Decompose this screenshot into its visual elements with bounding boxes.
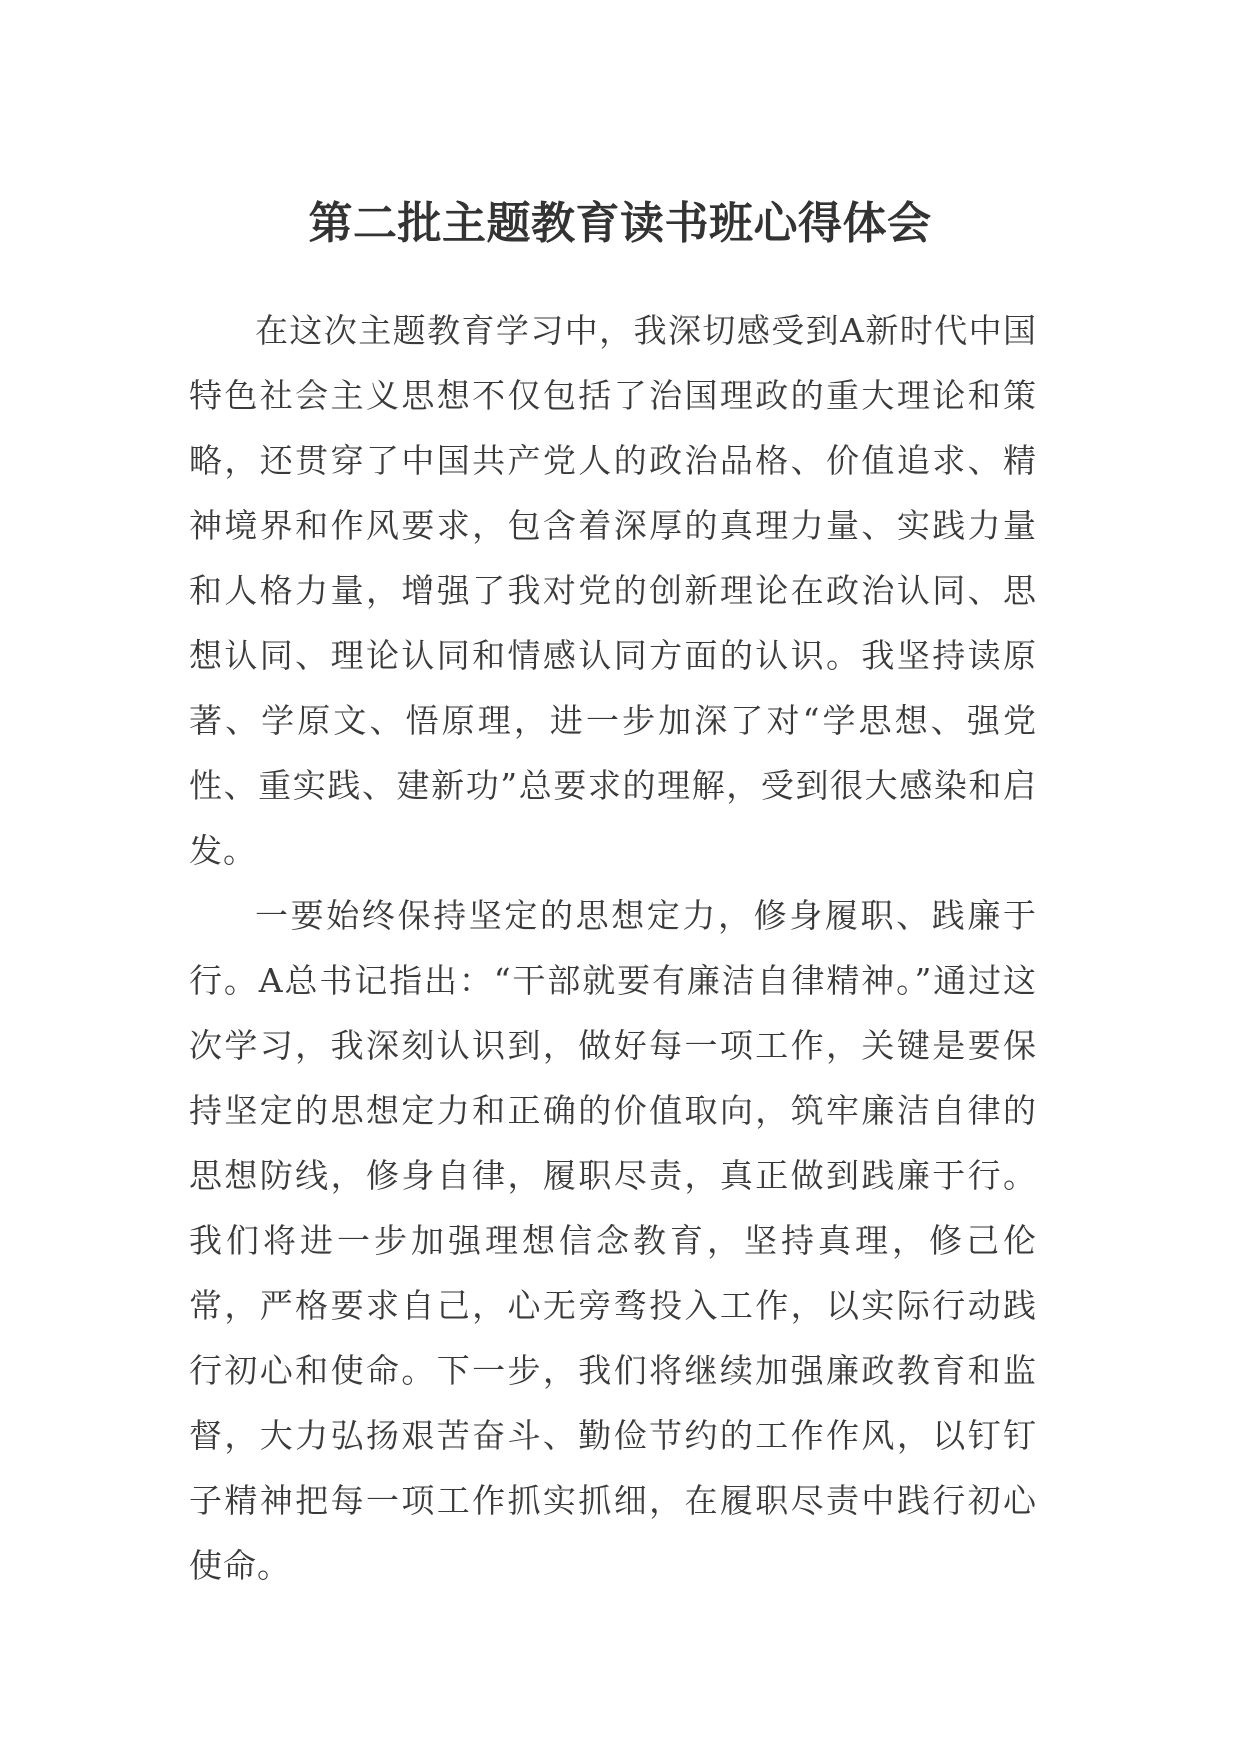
document-body [189,298,1037,1598]
paragraph-2: 一要始终保持坚定的思想定力，修身履职、践廉于行。A总书记指出：“干部就要有廉洁自律精神。”通过这次学习，我深刻认识到，做好每一项工作，关键是要保持坚定的思想定力和正确的价值取向，筑牢廉洁自律的思想防线，修身自律，履职尽责，真正做到践廉于行。我们将进一步加强理想信念教育，坚持真理，修己伦常，严格要求自己，心无旁骛投入工作，以实际行动践行初心和使命。下一步，我们将继续加强廉政教育和监督，大力弘扬艰苦奋斗、勤俭节约的工作作风，以钉钉子精神把每一项工作抓实抓细，在履职尽责中践行初心使命。 [189,896,1037,1585]
paragraph-1: 在这次主题教育学习中，我深切感受到A新时代中国特色社会主义思想不仅包括了治国理政的重大理论和策略，还贯穿了中国共产党人的政治品格、价值追求、精神境界和作风要求，包含着深厚的真理力量、实践力量和人格力量，增强了我对党的创新理论在政治认同、思想认同、理论认同和情感认同方面的认识。我坚持读原著、学原文、悟原理，进一步加深了对“学思想、强党性、重实践、建新功”总要求的理解，受到很大感染和启发。 [189,311,1037,870]
document-title: 第二批主题教育读书班心得体会 [308,198,932,249]
